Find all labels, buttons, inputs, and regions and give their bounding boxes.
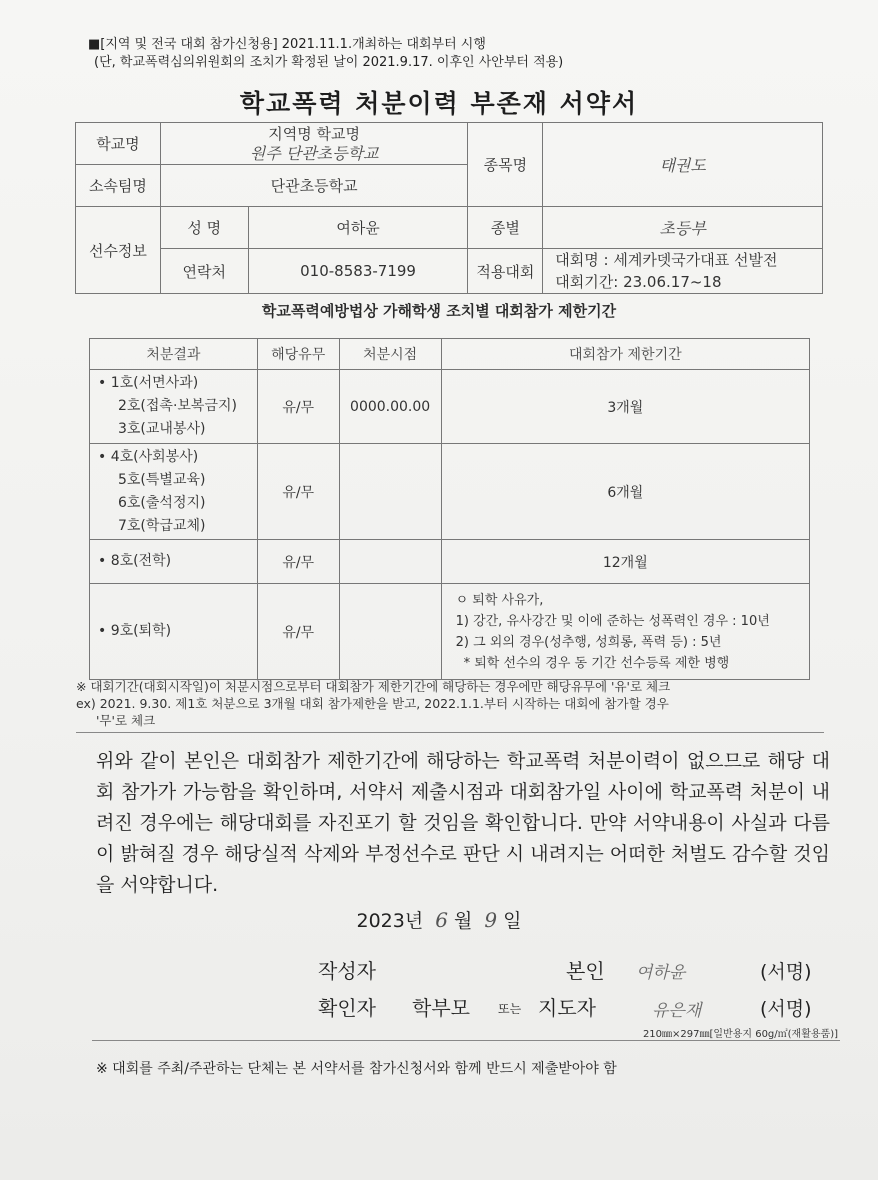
divider	[76, 732, 824, 733]
competition-cell	[543, 249, 823, 294]
measure-item: 5호(특별교육)	[118, 471, 206, 488]
result-cell	[90, 444, 258, 540]
school-label: 학교명	[76, 123, 161, 165]
footnote-line: ex) 2021. 9.30. 제1호 처분으로 3개월 대회 참가제한을 받고, 2022.1.1.부터 시작하는 대회에 참가할 경우	[76, 696, 669, 711]
parent-label: 학부모	[412, 996, 470, 1020]
pledge-date	[0, 906, 878, 933]
sign-mark-2: (서명)	[760, 998, 812, 1020]
division-value: 초등부	[543, 207, 823, 249]
competition-name: 대회명 : 세계카뎃국가대표 선발전	[555, 251, 778, 269]
limit-line: ㅇ 퇴학 사유가,	[455, 592, 544, 608]
confirm-label: 확인자	[318, 996, 376, 1020]
header-result: 처분결과	[90, 339, 258, 370]
team-label: 소속팀명	[76, 165, 161, 207]
notice-line-2: (단, 학교폭력심의위원회의 조치가 확정된 날이 2021.9.17. 이후인 사안부터 적용)	[94, 55, 564, 70]
name-value: 여하윤	[248, 207, 468, 249]
contact-label: 연락처	[160, 249, 248, 294]
applicable-cell: 유/무	[257, 444, 339, 540]
athlete-info-table	[75, 122, 823, 294]
header-applicable: 해당유무	[257, 339, 339, 370]
event-label: 종목명	[468, 123, 543, 207]
limit-cell: 6개월	[441, 444, 809, 540]
applicable-cell: 유/무	[257, 540, 339, 584]
name-label: 성 명	[160, 207, 248, 249]
table-row	[76, 207, 823, 249]
school-cell	[160, 123, 468, 165]
date-day: 9	[484, 908, 498, 932]
contact-value: 010-8583-7199	[248, 249, 468, 294]
measure-item: 2호(접촉·보복금지)	[118, 398, 237, 414]
or-label: 또는	[498, 1002, 522, 1016]
sign-mark: (서명)	[760, 961, 812, 983]
document-title: 학교폭력 처분이력 부존재 서약서	[239, 89, 639, 118]
date-cell	[339, 540, 441, 584]
coach-signature: 유은재	[652, 1001, 702, 1021]
date-cell	[339, 444, 441, 540]
limit-line: 2) 그 외의 경우(성추행, 성희롱, 폭력 등) : 5년	[455, 634, 722, 650]
paper-spec: 210㎜×297㎜[일반용지 60g/㎡(재활용품)]	[642, 1029, 838, 1040]
coach-label: 지도자	[538, 996, 596, 1020]
measure-item: • 4호(사회봉사)	[98, 448, 199, 465]
self-signature: 여하윤	[636, 963, 686, 983]
footnote	[76, 678, 836, 729]
measure-item: • 9호(퇴학)	[98, 623, 172, 639]
date-cell: 0000.00.00	[339, 370, 441, 444]
event-value: 태권도	[543, 123, 823, 207]
writer-label: 작성자	[318, 959, 376, 983]
footnote-line: '무'로 체크	[96, 713, 156, 728]
header-limit: 대회참가 제한기간	[441, 339, 809, 370]
notice-line-1: ■[지역 및 전국 대회 참가신청용] 2021.11.1.개최하는 대회부터 시행	[88, 37, 486, 52]
limit-line: 1) 강간, 유사강간 및 이에 준하는 성폭력인 경우 : 10년	[455, 613, 770, 629]
school-value: 원주 단관초등학교	[249, 143, 379, 163]
date-cell	[339, 584, 441, 680]
table-row	[90, 584, 810, 680]
measure-item: 6호(출석정지)	[118, 494, 206, 511]
divider	[92, 1040, 840, 1041]
date-month: 6	[435, 908, 448, 932]
date-month-unit: 월	[454, 910, 473, 932]
applicable-cell: 유/무	[257, 584, 339, 680]
measure-item: 3호(교내봉사)	[118, 421, 206, 437]
notice	[88, 36, 563, 72]
closing-note: ※ 대회를 주최/주관하는 단체는 본 서약서를 참가신청서와 함께 반드시 제출받아야 함	[96, 1061, 617, 1077]
competition-period: 대회기간: 23.06.17~18	[555, 273, 722, 291]
measure-item: 7호(학급교체)	[118, 517, 206, 534]
result-cell	[90, 540, 258, 584]
school-sub-label: 지역명 학교명	[268, 124, 360, 143]
table-row	[90, 540, 810, 584]
restriction-subtitle: 학교폭력예방법상 가해학생 조치별 대회참가 제한기간	[261, 302, 617, 320]
measure-item: • 8호(전학)	[98, 553, 172, 569]
footnote-line: ※ 대회기간(대회시작일)이 처분시점으로부터 대회참가 제한기간에 해당하는 경우에만 해당유무에 '유'로 체크	[76, 679, 671, 694]
table-row	[76, 123, 823, 165]
limit-line: * 퇴학 선수의 경우 동 기간 선수등록 제한 병행	[463, 655, 730, 671]
athlete-label: 선수정보	[76, 207, 161, 294]
limit-cell: 3개월	[441, 370, 809, 444]
table-row	[90, 370, 810, 444]
date-day-unit: 일	[503, 910, 522, 932]
restriction-table	[89, 338, 810, 680]
result-cell	[90, 370, 258, 444]
result-cell	[90, 584, 258, 680]
competition-label: 적용대회	[468, 249, 543, 294]
date-year: 2023년	[356, 910, 424, 932]
team-value: 단관초등학교	[160, 165, 468, 207]
table-header-row	[90, 339, 810, 370]
pledge-text: 위와 같이 본인은 대회참가 제한기간에 해당하는 학교폭력 처분이력이 없으므로 해당 대회 참가가 가능함을 확인하며, 서약서 제출시점과 대회참가일 사이에 학교폭력 처분이 내려진 경우에는 해당대회를 자진포기 할 것임을 확인합니다. 만약 서약내용이 사실과 다름이 밝혀질 경우 해당실적 삭제와 부정선수로 판단 시 내려지는 어떠한 처벌도 감수할 것임을 서약합니다.	[96, 750, 830, 896]
division-label: 종별	[468, 207, 543, 249]
limit-cell	[441, 584, 809, 680]
table-row	[90, 444, 810, 540]
applicable-cell: 유/무	[257, 370, 339, 444]
limit-cell: 12개월	[441, 540, 809, 584]
table-row	[76, 249, 823, 294]
header-date: 처분시점	[339, 339, 441, 370]
self-label: 본인	[566, 959, 605, 983]
measure-item: • 1호(서면사과)	[98, 375, 199, 391]
